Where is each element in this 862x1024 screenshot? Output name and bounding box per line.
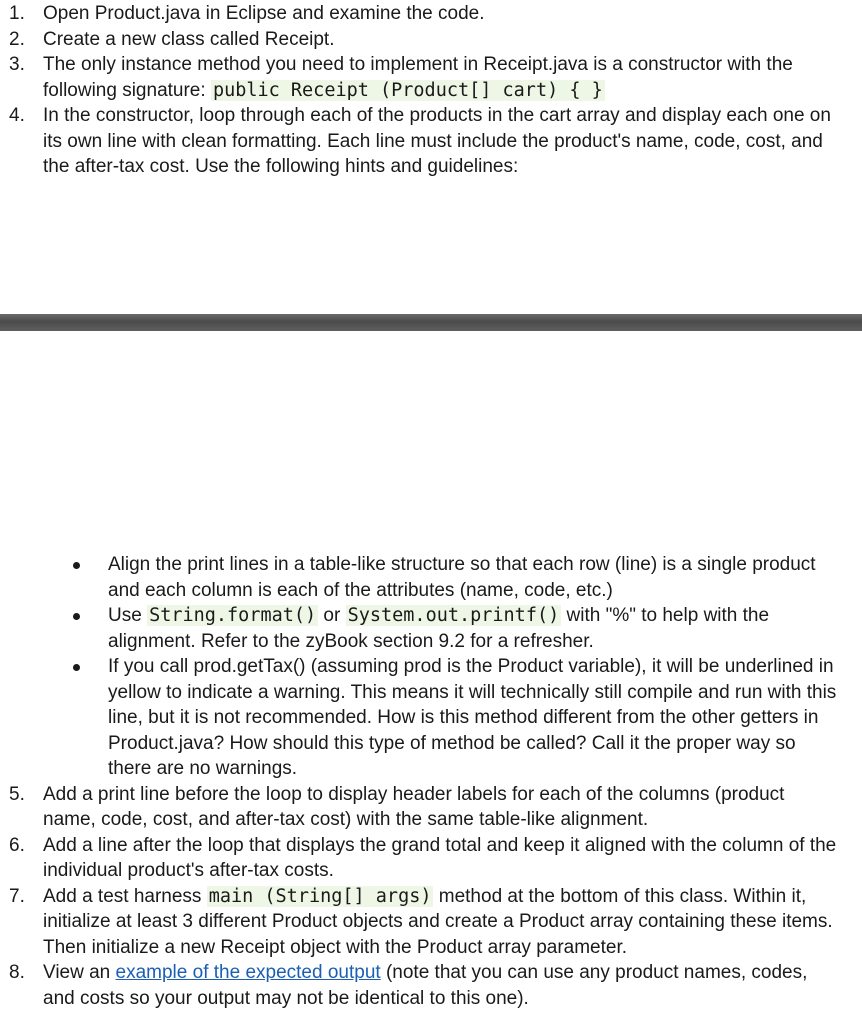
step-1 [0, 1, 862, 27]
step-text: In the constructor, loop through each of the products in the cart array and display each one on its own line with clean formatting. Each line must include the product's name, code, cost, and the after-tax cost. Use the following hints and guidelines: [43, 105, 831, 177]
step-5 [0, 782, 862, 833]
step-number: 1. [9, 3, 25, 24]
hint-item [0, 552, 862, 603]
hint-text: or [318, 605, 346, 626]
step-number: 4. [9, 105, 25, 126]
step-text: Create a new class called Receipt. [43, 28, 335, 50]
step-text: Add a test harness [43, 885, 207, 907]
main-method-code: main (String[] args) [208, 885, 432, 907]
instructions-top [0, 1, 862, 180]
bullet-icon [73, 664, 80, 671]
section-divider [0, 314, 862, 331]
constructor-signature-code: public Receipt (Product[] cart) { } [212, 79, 603, 101]
bullet-icon [73, 562, 80, 569]
step-number: 3. [9, 54, 25, 75]
step-6 [0, 833, 862, 884]
step-number: 2. [9, 28, 25, 50]
step-text: method at the bottom of this class. Within it, initialize at least 3 different Product objects and create a Product array containing these items. Then initialize a new Receipt object with the Product array parameter. [43, 885, 833, 958]
step-number: 6. [9, 834, 25, 856]
bullet-icon [73, 613, 80, 620]
string-format-code: String.format() [149, 605, 317, 626]
expected-output-link[interactable]: example of the expected output [115, 962, 381, 983]
step-text: (note that you can use any product names, codes, and costs so your output may not be identical to this one). [43, 962, 808, 1009]
printf-code: System.out.printf() [347, 605, 560, 626]
step-3 [0, 52, 862, 103]
steps-list-top [0, 1, 862, 180]
instructions-bottom [0, 552, 862, 1011]
step-7 [0, 884, 862, 961]
step-text: View an [43, 962, 116, 983]
hint-text: with "%" to help with the alignment. Refer to the zyBook section 9.2 for a refresher. [108, 605, 770, 652]
step-text: Add a line after the loop that displays the grand total and keep it aligned with the column of the individual product's after-tax costs. [43, 834, 837, 881]
step-number: 8. [9, 962, 25, 983]
step-number: 7. [9, 885, 25, 907]
step-8 [0, 960, 862, 1011]
hints-list [0, 552, 862, 782]
step-text: The only instance method you need to implement in Receipt.java is a constructor with the following signature: [43, 54, 793, 101]
step-text: Open Product.java in Eclipse and examine the code. [43, 3, 485, 24]
hint-item [0, 654, 862, 782]
hint-text: Use [108, 605, 148, 626]
hint-text: If you call prod.getTax() (assuming prod is the Product variable), it will be underlined in yellow to indicate a warning. This means it will technically still compile and run with this line, but it is not recommended. How is this method different from the other getters in Product.java? How should this type of method be called? Call it the proper way so there are no warnings. [108, 656, 837, 779]
step-2 [0, 27, 862, 53]
hint-item [0, 603, 862, 654]
steps-list-bottom [0, 782, 862, 1012]
step-4 [0, 103, 862, 180]
hint-text: Align the print lines in a table-like structure so that each row (line) is a single product and each column is each of the attributes (name, code, etc.) [108, 554, 816, 601]
step-text: Add a print line before the loop to display header labels for each of the columns (product name, code, cost, and after-tax cost) with the same table-like alignment. [43, 783, 785, 830]
step-number: 5. [9, 783, 25, 805]
